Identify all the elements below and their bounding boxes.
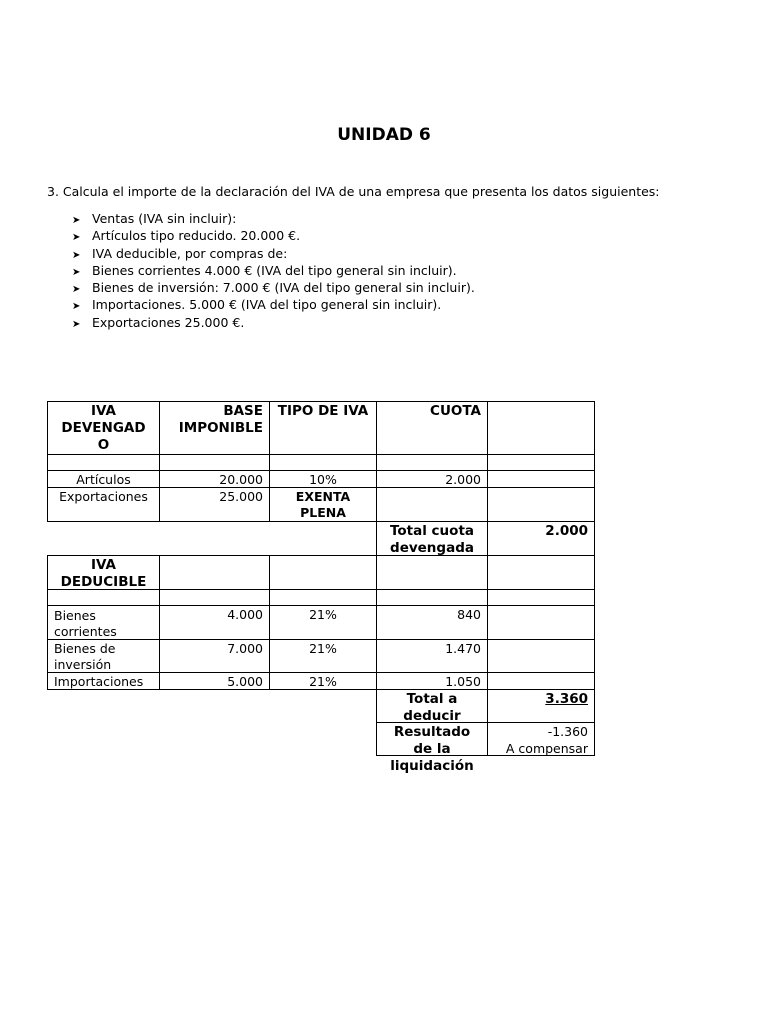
table-cell-empty (487, 470, 595, 488)
table-cell-label: Exportaciones (47, 487, 160, 522)
list-item: ➤ Importaciones. 5.000 € (IVA del tipo general sin incluir). (72, 296, 475, 313)
total-devengada-label: Total cuota devengada (376, 521, 488, 556)
table-cell-base: 20.000 (159, 470, 270, 488)
table-cell-label: Importaciones (47, 672, 160, 690)
arrowhead-icon: ➤ (72, 249, 81, 261)
table-cell-cuota: 840 (376, 605, 488, 640)
table-cell-empty (376, 555, 488, 590)
table-header-base: BASE IMPONIBLE (159, 401, 270, 455)
arrowhead-icon: ➤ (72, 301, 81, 313)
table-cell-empty (269, 454, 377, 471)
list-item: ➤ Ventas (IVA sin incluir): (72, 210, 475, 227)
list-item: ➤ Exportaciones 25.000 €. (72, 314, 475, 331)
result-value: -1.360 (547, 724, 588, 739)
list-item: ➤ IVA deducible, por compras de: (72, 245, 475, 262)
table-cell-cuota: 1.050 (376, 672, 488, 690)
arrowhead-icon: ➤ (72, 232, 81, 244)
table-cell-empty (376, 589, 488, 606)
table-header-cuota: CUOTA (376, 401, 488, 455)
question-text: 3. Calcula el importe de la declaración del IVA de una empresa que presenta los datos siguientes: (47, 184, 660, 199)
table-cell-label: Bienes de inversión (47, 639, 160, 673)
table-cell-empty (159, 589, 270, 606)
table-cell-label: Artículos (47, 470, 160, 488)
table-cell-empty (269, 555, 377, 590)
table-cell-empty (487, 401, 595, 455)
table-header-iva-deducible: IVA DEDUCIBLE (47, 555, 160, 590)
table-cell-empty (269, 589, 377, 606)
total-devengada-value: 2.000 (487, 521, 595, 556)
table-cell-tipo: 21% (269, 605, 377, 640)
table-cell-empty (487, 555, 595, 590)
arrowhead-icon: ➤ (72, 215, 81, 226)
total-deducir-value: 3.360 (487, 689, 595, 723)
table-cell-empty (487, 589, 595, 606)
table-cell-cuota: 1.470 (376, 639, 488, 673)
table-header-iva-devengado: IVA DEVENGAD O (47, 401, 160, 455)
total-deducir-label: Total a deducir (376, 689, 488, 723)
table-cell-tipo: 21% (269, 639, 377, 673)
table-cell-tipo: 10% (269, 470, 377, 488)
table-cell-tipo: 21% (269, 672, 377, 690)
table-cell-empty (487, 672, 595, 690)
table-cell-empty (47, 454, 160, 471)
table-cell-base: 4.000 (159, 605, 270, 640)
arrowhead-icon: ➤ (72, 284, 81, 296)
table-header-tipo: TIPO DE IVA (269, 401, 377, 455)
table-cell-empty (487, 487, 595, 522)
table-cell-empty (159, 454, 270, 471)
page-title: UNIDAD 6 (337, 125, 431, 145)
table-cell-tipo: EXENTA PLENA (269, 487, 377, 522)
arrowhead-icon: ➤ (72, 266, 81, 278)
table-cell-empty (487, 454, 595, 471)
list-item: ➤ Artículos tipo reducido. 20.000 €. (72, 227, 475, 244)
list-item: ➤ Bienes de inversión: 7.000 € (IVA del tipo general sin incluir). (72, 279, 475, 296)
table-cell-cuota: 2.000 (376, 470, 488, 488)
table-cell-label: Bienes corrientes (47, 605, 160, 640)
table-cell-empty (47, 589, 160, 606)
table-cell-empty (159, 555, 270, 590)
table-cell-cuota (376, 487, 488, 522)
table-cell-empty (487, 639, 595, 673)
table-cell-empty (376, 454, 488, 471)
table-cell-empty (487, 605, 595, 640)
table-cell-base: 25.000 (159, 487, 270, 522)
arrowhead-icon: ➤ (72, 318, 81, 330)
result-note: A compensar (505, 740, 588, 756)
list-item: ➤ Bienes corrientes 4.000 € (IVA del tipo general sin incluir). (72, 262, 475, 279)
result-label: Resultado de la liquidación (376, 722, 488, 756)
result-value-cell (487, 722, 595, 756)
bullet-list (72, 210, 475, 331)
table-cell-base: 5.000 (159, 672, 270, 690)
table-cell-base: 7.000 (159, 639, 270, 673)
